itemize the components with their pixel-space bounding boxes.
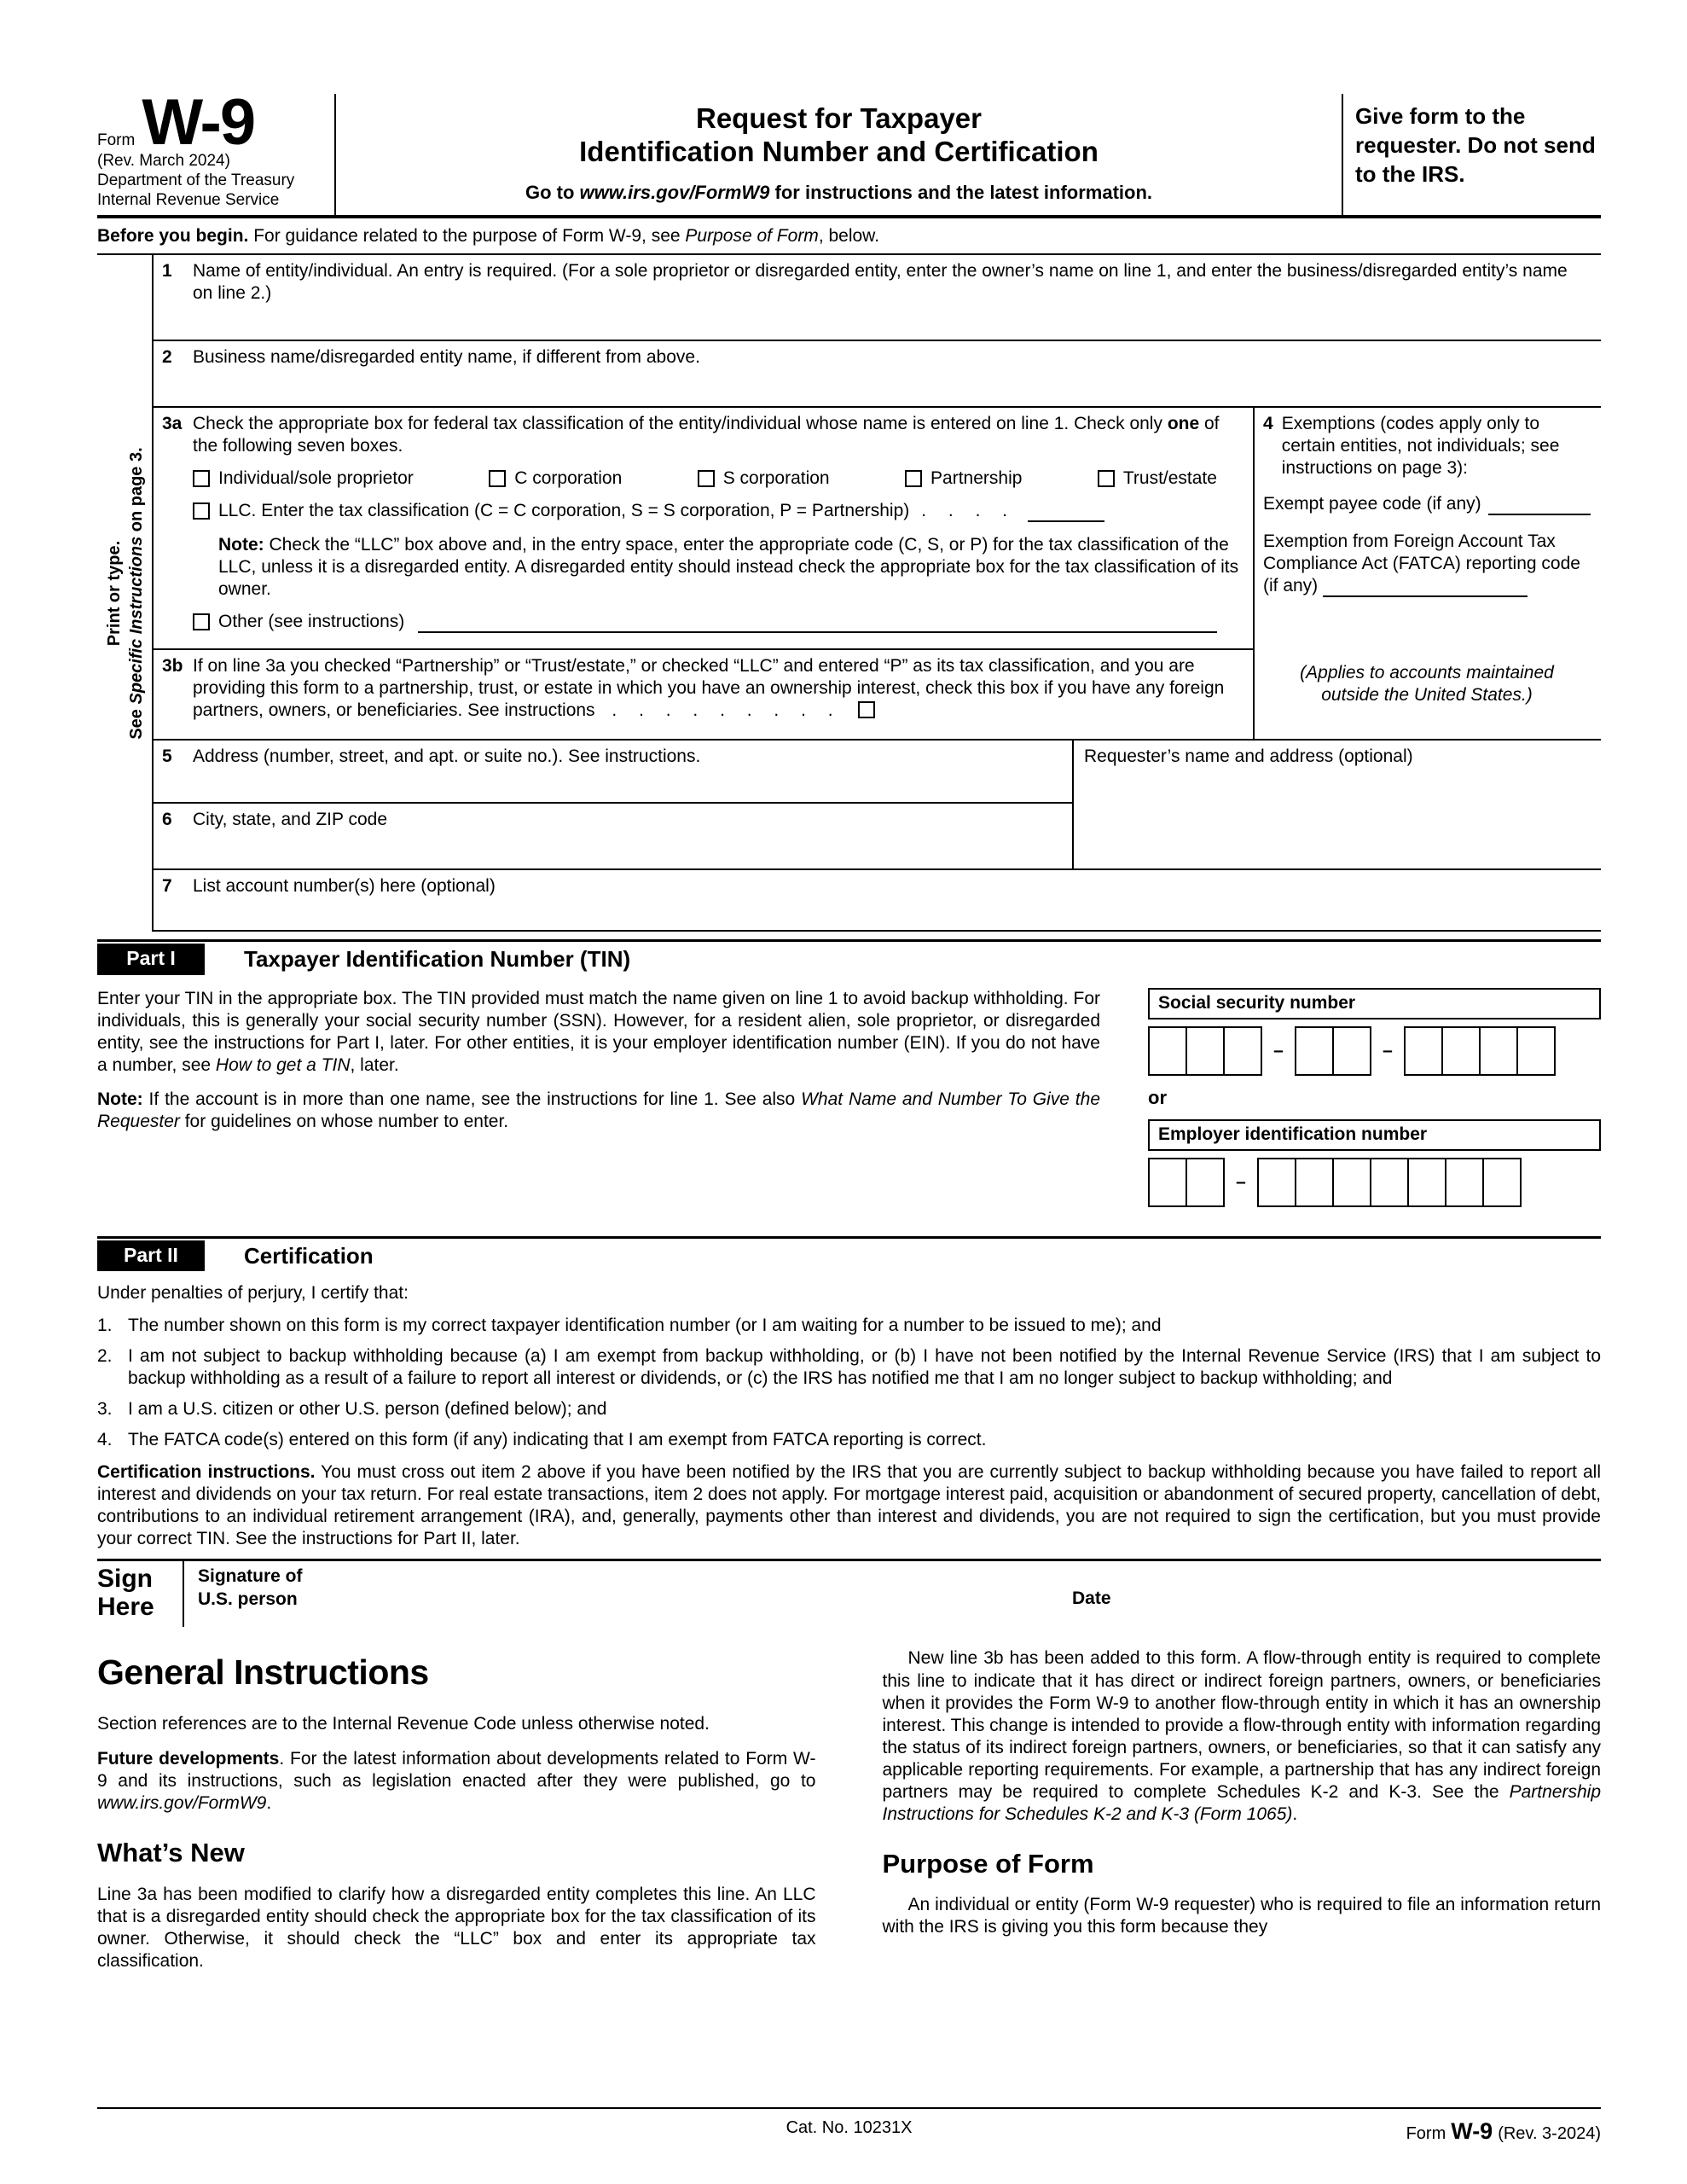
dot-leader: . . . . . . . . . [612,700,842,721]
ssn-dash: – [1383,1040,1393,1060]
sign-here-section [97,1559,1601,1627]
checkbox-label: Partnership [930,468,1023,489]
ssn-label: Social security number [1148,988,1601,1019]
here-word: Here [97,1592,154,1621]
date-area [1072,1561,1601,1627]
requester-input[interactable] [1084,768,1591,776]
line3-section [154,408,1601,741]
certification-item [97,1398,1601,1420]
form-title-line2: Identification Number and Certification [579,135,1099,167]
whats-new-paragraph: Line 3a has been modified to clarify how a disregarded entity completes this line. An LLC that is a disregarded entity should check the appropriate box for the tax classification of its owner. Otherwise, it should check the “LLC” box and enter its appropriate tax classification. [97,1884,816,1971]
line4-exemptions-box [1253,408,1601,739]
requester-name-address-box [1072,741,1601,868]
ein-digit-box[interactable] [1407,1158,1446,1207]
catalog-number: Cat. No. 10231X [786,2118,913,2137]
line3b-foreign-partners-checkbox[interactable] [858,701,875,718]
line6-label: City, state, and ZIP code [193,810,388,830]
form-title [353,102,1325,169]
form-fields [97,255,1601,932]
classification-checkbox-row [193,468,1243,490]
whats-new-title: What’s New [97,1838,245,1868]
line5-address-input[interactable] [193,768,1062,799]
part1-title: Taxpayer Identification Number (TIN) [244,946,631,973]
line5-6-section [154,741,1601,870]
line7-account-numbers-input[interactable] [193,897,1591,926]
llc-label: LLC. Enter the tax classification (C = C corporation, S = S corporation, P = Partnership) [218,501,910,521]
form-title-line1: Request for Taxpayer [696,102,982,134]
line2-label: Business name/disregarded entity name, if different from above. [193,347,700,368]
line1-number: 1 [162,261,172,282]
footer-form-word: Form [1406,2124,1446,2143]
line4-label: Exemptions (codes apply only to certain entities, not individuals; see instructions on page 3): [1281,414,1560,479]
tin-entry-area [1148,988,1601,1228]
checkbox-other[interactable] [193,611,404,633]
signature-label [198,1565,303,1627]
checkbox-icon[interactable] [193,613,210,630]
line1-label: Name of entity/individual. An entry is required. (For a sole proprietor or disregarded entity, enter the owner’s name on line 1, and enter the business/disregarded entity’s name on line 2.) [193,261,1568,304]
ssn-digit-box[interactable] [1404,1026,1443,1076]
llc-tax-code-entry[interactable] [1028,503,1104,522]
form-number: W-9 [142,86,255,159]
checkbox-s-corporation[interactable] [698,468,830,490]
footer-form-id [1406,2117,1601,2146]
ein-digit-box[interactable] [1295,1158,1334,1207]
other-line [193,611,1243,633]
line5-label: Address (number, street, and apt. or suite no.). See instructions. [193,746,701,767]
ssn-digit-box[interactable] [1295,1026,1334,1076]
form-header [97,86,1601,218]
instructions-right-column [883,1647,1602,1985]
line3a-number: 3a [162,414,183,434]
ssn-dash: – [1273,1040,1284,1060]
requester-label: Requester’s name and address (optional) [1084,746,1413,767]
checkbox-llc[interactable] [193,500,909,522]
line6-row [154,804,1072,868]
item-text: The FATCA code(s) entered on this form (if any) indicating that I am exempt from FATCA reporting is correct. [128,1430,987,1450]
print-or-type-sidebar [97,255,154,932]
general-instructions-title: General Instructions [97,1653,429,1693]
line6-city-state-zip-input[interactable] [193,831,1062,865]
item-text: I am a U.S. citizen or other U.S. person (defined below); and [128,1399,607,1420]
checkbox-c-corporation[interactable] [489,468,622,490]
part2-title: Certification [244,1242,374,1269]
purpose-of-form-title: Purpose of Form [882,1848,1094,1879]
checkbox-icon[interactable] [193,470,210,487]
date-label: Date [1072,1589,1111,1609]
checkbox-icon[interactable] [193,502,210,520]
form-id-block [97,86,334,215]
ein-digit-box[interactable] [1445,1158,1484,1207]
certification-instructions: Certification instructions. You must cross out item 2 above if you have been notified by the IRS that you are currently subject to backup withholding because you have failed to report all interest and dividends on your tax return. For real estate transactions, item 2 does not apply. For mortgage interest paid, acquisition or abandonment of secured property, cancellation of debt, contributions to an individual retirement arrangement (IRA), and, generally, payments other than interest and dividends, you are not required to sign the certification, but you must provide your correct TIN. See the instructions for Part II, later. [97,1462,1601,1549]
checkbox-trust-estate[interactable] [1098,468,1217,490]
other-entry[interactable] [418,614,1217,633]
print-or-type-label: Print or type. [105,540,124,647]
line7-row [154,870,1601,932]
ssn-digit-box[interactable] [1186,1026,1225,1076]
part2-header [97,1236,1601,1275]
part1-note: Note: If the account is in more than one name, see the instructions for line 1. See also What Name and Number To Give the Requester for guidelines on whose number to enter. [97,1089,1100,1131]
fatca-exemption-block [1263,531,1591,597]
fatca-code-entry[interactable] [1323,578,1528,597]
item-text: I am not subject to backup withholding because (a) I am exempt from backup withholding, or (b) I have not been notified by the Internal Revenue Service (IRS) that I am subject to backup withholding as a result of a failure to report all interest or dividends, or (c) the IRS has notified me that I am no longer subject to backup withholding; and [128,1346,1601,1389]
ein-digit-box[interactable] [1257,1158,1296,1207]
sign-here-label [97,1561,184,1627]
ssn-digit-box[interactable] [1148,1026,1187,1076]
ein-digit-box[interactable] [1186,1158,1225,1207]
ssn-digit-box[interactable] [1516,1026,1556,1076]
checkbox-icon[interactable] [698,470,715,487]
footer-form-number: W-9 [1451,2118,1493,2144]
checkbox-label: Trust/estate [1122,468,1217,489]
form-revision: (Rev. March 2024) [97,151,230,170]
or-label: or [1148,1086,1167,1108]
line2-number: 2 [162,347,172,368]
line2-row [154,341,1601,408]
checkbox-label: Individual/sole proprietor [218,468,414,489]
form-agency: Internal Revenue Service [97,190,280,209]
checkbox-icon[interactable] [1098,470,1115,487]
ein-section [1148,1119,1601,1207]
line5-row [154,741,1072,804]
exempt-payee-code-entry[interactable] [1488,497,1591,515]
print-or-type-rotated-text [97,255,154,932]
fatca-exemption-label: Exemption from Foreign Account Tax Compliance Act (FATCA) reporting code (if any) [1263,531,1580,596]
form-title-block [334,94,1343,215]
ssn-digit-box[interactable] [1479,1026,1518,1076]
line7-label: List account number(s) here (optional) [193,876,496,897]
line3a-row [154,408,1253,650]
signature-area [184,1561,1072,1627]
item-number: 2. [97,1346,113,1367]
ein-cells [1148,1158,1601,1207]
item-text: The number shown on this form is my correct taxpayer identification number (or I am waiting for a number to be issued to me); and [128,1316,1162,1336]
exempt-payee-code-label: Exempt payee code (if any) [1263,494,1481,514]
form-word: Form [97,131,136,150]
purpose-of-form-paragraph: An individual or entity (Form W-9 requester) who is required to file an information return with the IRS is giving you this form because they [882,1895,1601,1937]
item-number: 4. [97,1430,113,1450]
give-form-note: Give form to the requester. Do not send to the IRS. [1355,103,1596,187]
sign-word: Sign [97,1565,153,1594]
instructions-left-column [97,1647,816,1985]
ein-digit-box[interactable] [1370,1158,1409,1207]
certify-intro: Under penalties of perjury, I certify that: [97,1283,409,1304]
ssn-digit-box[interactable] [1223,1026,1262,1076]
general-instructions-section [97,1647,1601,1985]
certification-item [97,1315,1601,1337]
form-number-line [97,86,328,159]
certification-item [97,1429,1601,1451]
other-label: Other (see instructions) [218,612,405,632]
part1-badge: Part I [97,944,205,975]
checkbox-label: S corporation [722,468,830,489]
line5-number: 5 [162,746,172,767]
part1-header [97,939,1601,978]
part1-body [97,988,1601,1228]
line3a-label: Check the appropriate box for federal tax classification of the entity/individual whose name is entered on line 1. Check only one of the following seven boxes. [193,414,1220,456]
checkbox-icon[interactable] [489,470,506,487]
line1-name-input[interactable] [193,305,1591,336]
signature-label-line2: U.S. person [198,1589,298,1609]
line3b-number: 3b [162,656,183,677]
item-number: 3. [97,1399,113,1420]
line3b-row [154,650,1253,739]
line3b-label: If on line 3a you checked “Partnership” or “Trust/estate,” or checked “LLC” and entered “P” as its tax classification, and you are providing this form to a partnership, trust, or estate in which you have an ownership interest, check this box if you have any foreign partners, owners, or beneficiaries. See instructions [193,656,1225,721]
line7-number: 7 [162,876,172,897]
ssn-digit-box[interactable] [1441,1026,1481,1076]
future-developments-paragraph: Future developments. For the latest information about developments related to Form W-9 and its instructions, such as legislation enacted after they were published, go to www.irs.gov/FormW9. [97,1749,816,1814]
ein-dash: – [1236,1171,1246,1192]
dot-leader: . . . . [921,501,1017,521]
line2-business-name-input[interactable] [193,369,1591,403]
part1-intro: Enter your TIN in the appropriate box. The TIN provided must match the name given on line 1 to avoid backup withholding. For individuals, this is generally your social security number (SSN). However, for a resident alien, sole proprietor, or disregarded entity, see the instructions for Part I, later. For other entities, it is your employer identification number (EIN). If you do not have a number, see How to get a TIN, later. [97,988,1100,1075]
llc-line [193,500,1243,522]
checkbox-icon[interactable] [905,470,922,487]
new-line-3b-paragraph: New line 3b has been added to this form. A flow-through entity is required to complete this line to indicate that it has direct or indirect foreign partners, owners, or beneficiaries when it provides the Form W-9 to another flow-through entity in which it has an ownership interest. This change is intended to provide a flow-through entity with information regarding the status of its indirect foreign partners, owners, or beneficiaries, so that it can satisfy any applicable reporting requirements. For example, a partnership that has any indirect foreign partners may be required to complete Schedules K-2 and K-3. See the Partnership Instructions for Schedules K-2 and K-3 (Form 1065). [882,1648,1601,1824]
checkbox-label: C corporation [514,468,623,489]
item-number: 1. [97,1316,113,1336]
before-you-begin-note: Before you begin. For guidance related to the purpose of Form W-9, see Purpose of Form, below. [97,218,1601,255]
line1-row [154,255,1601,341]
form-subtitle: Go to www.irs.gov/FormW9 for instructions and the latest information. [525,181,1153,203]
line6-number: 6 [162,810,172,830]
ein-digit-box[interactable] [1332,1158,1371,1207]
section-references-paragraph: Section references are to the Internal Revenue Code unless otherwise noted. [97,1714,710,1734]
ein-digit-box[interactable] [1482,1158,1522,1207]
footer-revision: (Rev. 3-2024) [1498,2124,1601,2143]
ssn-cells [1148,1026,1601,1076]
part2-badge: Part II [97,1240,205,1272]
signature-input[interactable] [303,1565,1072,1627]
line3a-note: Note: Check the “LLC” box above and, in the entry space, enter the appropriate code (C, S, or P) for the tax classification of the LLC, unless it is a disregarded entity. A disregarded entity should instead check the appropriate box for the tax classification of its owner. [218,535,1239,600]
applies-outside-us-note: (Applies to accounts maintained outside the United States.) [1300,663,1554,706]
certification-item [97,1345,1601,1390]
checkbox-partnership[interactable] [905,468,1022,490]
line4-number: 4 [1263,414,1273,434]
ssn-section [1148,988,1601,1076]
signature-label-line1: Signature of [198,1566,303,1587]
form-footer [97,2107,1601,2148]
ein-label: Employer identification number [1148,1119,1601,1151]
field-rows [154,255,1601,932]
see-specific-instructions-label: See Specific Instructions on page 3. [127,447,146,740]
ein-digit-box[interactable] [1148,1158,1187,1207]
ssn-digit-box[interactable] [1332,1026,1371,1076]
part2-body [97,1282,1601,1550]
date-input[interactable] [1072,1611,1601,1628]
checkbox-individual-sole-proprietor[interactable] [193,468,414,490]
form-department: Department of the Treasury [97,171,295,189]
